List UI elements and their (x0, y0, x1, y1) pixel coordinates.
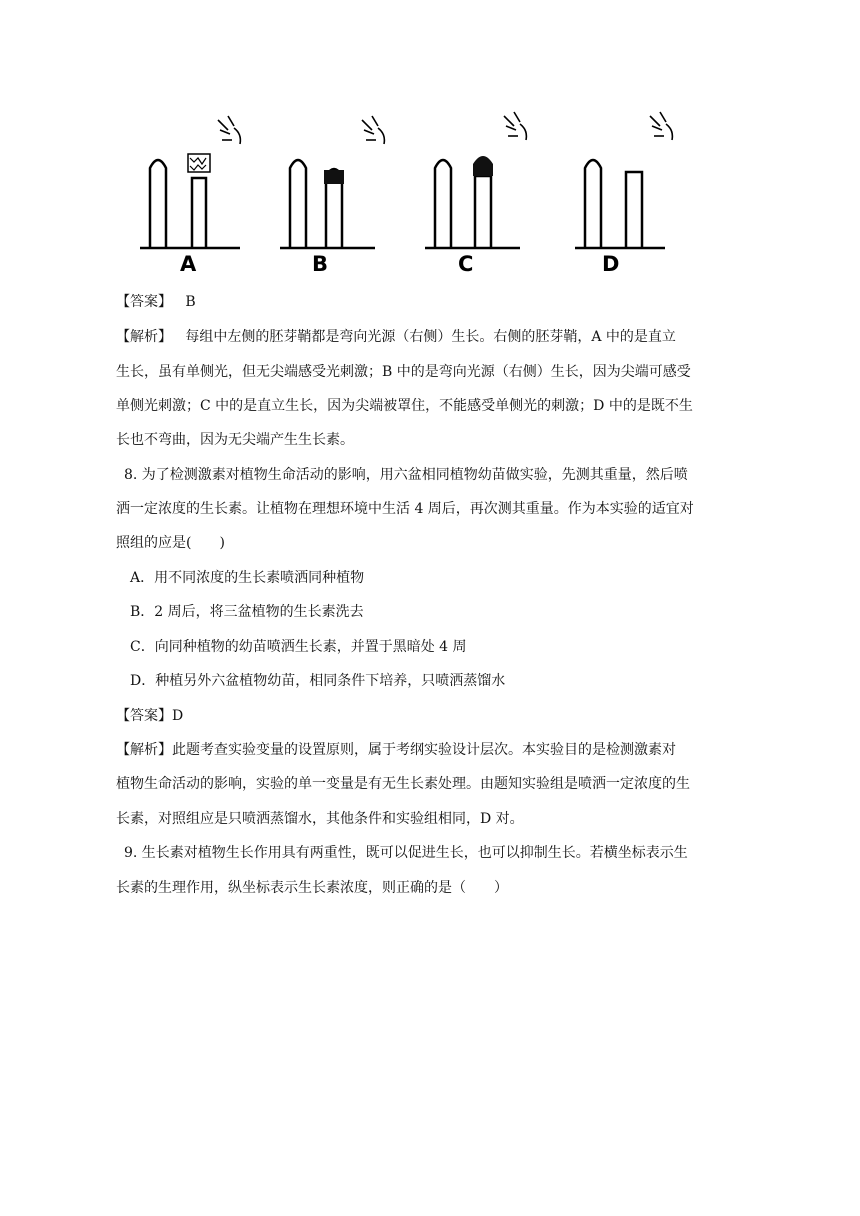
opaque-band-b (324, 170, 344, 184)
q8-option-c: C．向同种植物的幼苗喷洒生长素，并置于黑暗处 4 周 (130, 639, 467, 655)
answer-value: D (172, 708, 184, 724)
q7-analysis-line-4: 长也不弯曲，因为无尖端产生生长素。 (116, 432, 354, 448)
figure-label-c: C (458, 252, 474, 276)
q8-analysis-line-3: 长素，对照组应是只喷洒蒸馏水，其他条件和实验组相同，D 对。 (116, 811, 524, 827)
tip-block-a (188, 154, 210, 172)
coleoptile-c-left (435, 160, 451, 248)
q8-stem-line-3: 照组的应是( ) (116, 535, 225, 551)
q8-option-d: D．种植另外六盆植物幼苗，相同条件下培养，只喷洒蒸馏水 (130, 673, 506, 689)
q7-analysis-line-3: 单侧光刺激；C 中的是直立生长，因为尖端被罩住，不能感受单侧光的刺激；D 中的是既不生 (116, 398, 693, 414)
coleoptile-figure (140, 108, 700, 278)
coleoptile-a-left (150, 160, 166, 248)
light-source-icon-c (504, 112, 526, 140)
figure-label-a: A (180, 252, 197, 276)
figure-label-b: B (312, 252, 329, 276)
analysis-label: 【解析】 (116, 742, 172, 758)
q8-answer (116, 706, 746, 726)
analysis-text: 每组中左侧的胚芽鞘都是弯向光源（右侧）生长。右侧的胚芽鞘，A 中的是直立 (185, 329, 676, 345)
light-source-icons (218, 112, 672, 144)
q8-analysis-line-1 (116, 740, 746, 760)
q7-analysis-line-2: 生长，虽有单侧光，但无尖端感受光刺激；B 中的是弯向光源（右侧）生长，因为尖端可感受 (116, 364, 691, 380)
coleoptile-a-right (192, 178, 206, 248)
light-source-icon-b (362, 116, 384, 144)
q7-analysis-line-1 (116, 327, 746, 347)
q7-answer (116, 292, 746, 312)
coleoptile-c-right (475, 176, 491, 248)
analysis-text: 此题考查实验变量的设置原则，属于考纲实验设计层次。本实验目的是检测激素对 (172, 742, 676, 758)
q8-analysis-line-2: 植物生命活动的影响，实验的单一变量是有无生长素处理。由题知实验组是喷洒一定浓度的生 (116, 776, 690, 792)
q8-option-a: A．用不同浓度的生长素喷洒同种植物 (130, 570, 365, 586)
q8-option-b: B．2 周后，将三盆植物的生长素洗去 (130, 604, 364, 620)
answer-label: 【答案】 (116, 708, 172, 724)
q8-stem-line-1: 8. 为了检测激素对植物生命活动的影响，用六盆相同植物幼苗做实验，先测其重量，然后喷 (124, 467, 688, 483)
answer-value: B (185, 294, 196, 310)
figure-label-d: D (602, 252, 620, 276)
q8-stem-line-2: 洒一定浓度的生长素。让植物在理想环境中生活 4 周后，再次测其重量。作为本实验的适宜对 (116, 501, 694, 517)
opaque-cap-c (473, 156, 493, 176)
light-source-icon-d (650, 112, 672, 140)
coleoptile-b-left (290, 160, 306, 248)
coleoptile-d-right (626, 172, 642, 248)
answer-label: 【答案】 (116, 294, 172, 310)
q9-stem-line-2: 长素的生理作用，纵坐标表示生长素浓度，则正确的是（ ） (116, 880, 508, 896)
coleoptile-d-left (585, 160, 601, 248)
analysis-label: 【解析】 (116, 329, 172, 345)
light-source-icon-a (218, 116, 240, 144)
q9-stem-line-1: 9. 生长素对植物生长作用具有两重性，既可以促进生长，也可以抑制生长。若横坐标表示生 (124, 845, 688, 861)
